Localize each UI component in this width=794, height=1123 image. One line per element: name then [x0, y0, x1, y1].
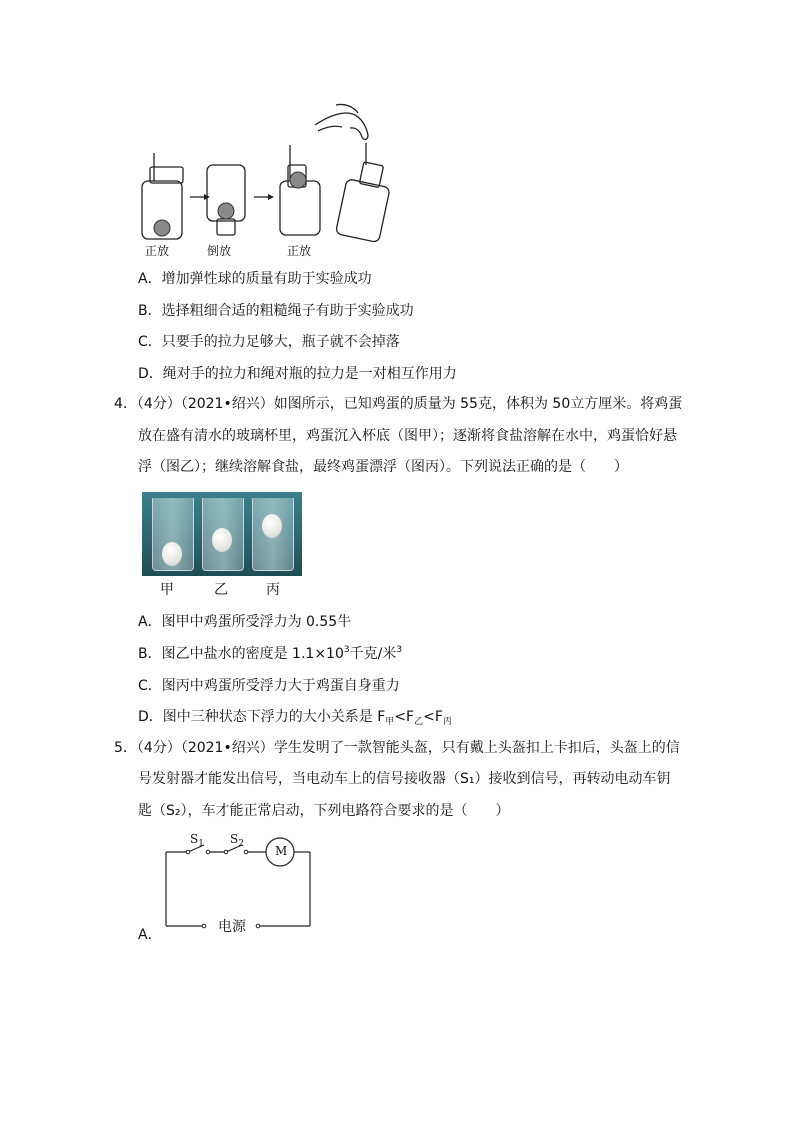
- q4-stem-line-2: 放在盛有清水的玻璃杯里，鸡蛋沉入杯底（图甲）；逐渐将食盐溶解在水中，鸡蛋恰好悬: [138, 428, 677, 444]
- egg-suspended: [212, 528, 232, 552]
- figure-label-upright-2: 正放: [287, 244, 312, 258]
- q4-option-c: C．图丙中鸡蛋所受浮力大于鸡蛋自身重力: [138, 678, 400, 694]
- q3-option-a: A．增加弹性球的质量有助于实验成功: [138, 271, 372, 287]
- photo-label-bing: 丙: [266, 582, 280, 598]
- q3-option-d: D．绳对手的拉力和绳对瓶的拉力是一对相互作用力: [138, 366, 457, 382]
- switch-s1-label: $S_1$: [190, 832, 204, 849]
- bottle-ball-figure: [130, 95, 400, 245]
- q5-option-a-label: A．: [138, 927, 162, 943]
- egg-glasses-photo: [142, 492, 302, 576]
- q4-stem-line-1: 4．（4分）（2021•绍兴）如图所示，已知鸡蛋的质量为 55克，体积为 50立方厘米。将鸡蛋: [114, 396, 683, 412]
- power-source-label: 电源: [218, 919, 246, 935]
- switch-s2-label: $S_2$: [230, 832, 244, 849]
- q4-option-a: A．图甲中鸡蛋所受浮力为 0.55牛: [138, 614, 352, 630]
- q5-stem-line-2: 号发射器才能发出信号，当电动车上的信号接收器（S₁）接收到信号，再转动电动车钥: [138, 771, 671, 787]
- q5-stem-line-1: 5．（4分）（2021•绍兴）学生发明了一款智能头盔，只有戴上头盔扣上卡扣后，头盔上的信: [114, 740, 680, 756]
- q5-stem-line-3: 匙（S₂），车才能正常启动，下列电路符合要求的是（ ）: [138, 803, 510, 819]
- q4-option-d: D．图中三种状态下浮力的大小关系是 $F_甲<F_乙<F_丙$: [138, 709, 452, 727]
- egg-floating: [262, 514, 282, 538]
- figure-label-upright-1: 正放: [145, 244, 170, 258]
- q4-option-b: B．图乙中盐水的密度是 $1.1\times 10^3$千克/米$^3$: [138, 645, 403, 662]
- q4-stem-line-3: 浮（图乙）；继续溶解食盐，最终鸡蛋漂浮（图丙）。下列说法正确的是（ ）: [138, 459, 628, 475]
- motor-label: M: [275, 844, 288, 858]
- q3-option-b: B．选择粗细合适的粗糙绳子有助于实验成功: [138, 303, 414, 319]
- figure-label-inverted: 倒放: [207, 244, 232, 258]
- q3-option-c: C．只要手的拉力足够大，瓶子就不会掉落: [138, 334, 400, 350]
- photo-label-jia: 甲: [160, 582, 174, 598]
- egg-sunk: [162, 542, 182, 566]
- photo-label-yi: 乙: [214, 582, 228, 598]
